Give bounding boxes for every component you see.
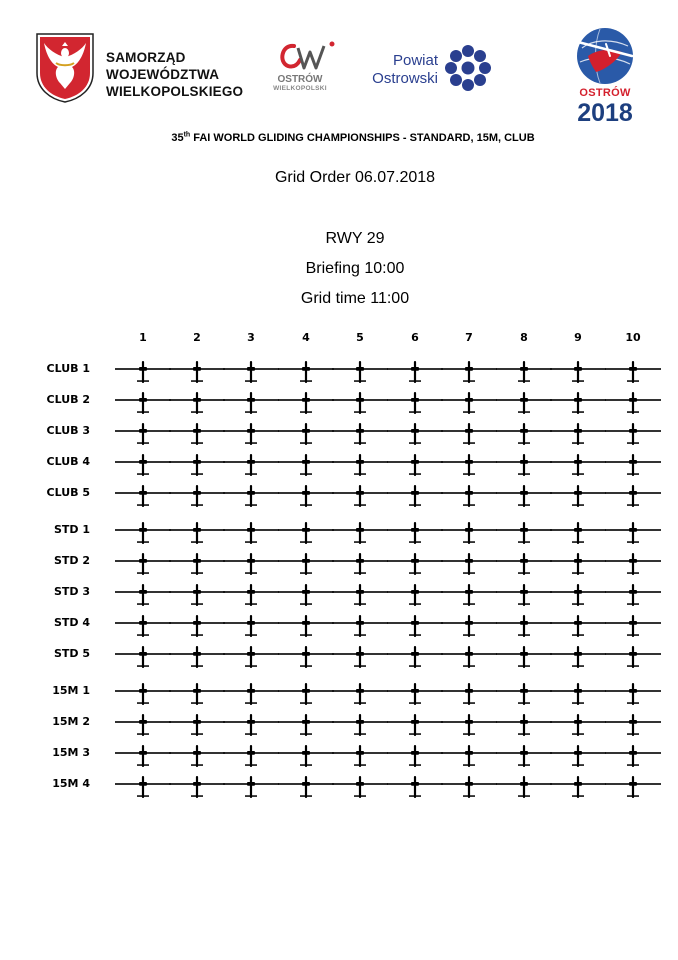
glider-icon [223, 584, 279, 608]
glider-icon [496, 423, 552, 447]
glider-icon [605, 615, 661, 639]
glider-icon [278, 361, 334, 385]
glider-icon [332, 553, 388, 577]
ostrow-subname: WIELKOPOLSKI [273, 85, 327, 92]
glider-icon [387, 392, 443, 416]
glider-icon [605, 776, 661, 800]
glider-icon [115, 392, 171, 416]
glider-icon [169, 423, 225, 447]
glider-icon [387, 423, 443, 447]
glider-icon [115, 361, 171, 385]
glider-icon [332, 776, 388, 800]
glider-icon [332, 683, 388, 707]
glider-icon [441, 553, 497, 577]
grid-order-date: Grid Order 06.07.2018 [274, 169, 436, 186]
glider-icon [605, 454, 661, 478]
glider-icon [387, 683, 443, 707]
glider-icon [115, 714, 171, 738]
glider-icon [278, 522, 334, 546]
glider-icon [115, 683, 171, 707]
glider-icon [387, 584, 443, 608]
glider-icon [169, 553, 225, 577]
column-number: 8 [520, 331, 528, 344]
glider-icon [332, 361, 388, 385]
column-number: 10 [625, 331, 641, 344]
glider-icon [332, 714, 388, 738]
glider-icon [115, 776, 171, 800]
glider-icon [223, 423, 279, 447]
title-ordinal: 35 [171, 132, 184, 144]
glider-icon [169, 392, 225, 416]
samorzad-line1: SAMORZĄD WOJEWÓDZTWA [106, 50, 220, 82]
row-label: STD 2 [53, 554, 90, 567]
glider-icon [496, 714, 552, 738]
row-label: 15M 3 [52, 746, 90, 759]
glider-icon [441, 646, 497, 670]
glider-icon [605, 553, 661, 577]
glider-icon [605, 646, 661, 670]
glider-icon [550, 646, 606, 670]
glider-icon [496, 615, 552, 639]
glider-icon [169, 646, 225, 670]
glider-icon [278, 423, 334, 447]
column-number: 5 [356, 331, 364, 344]
glider-icon [605, 392, 661, 416]
glider-icon [332, 745, 388, 769]
glider-icon [223, 553, 279, 577]
glider-icon [441, 714, 497, 738]
column-number: 6 [411, 331, 419, 344]
glider-icon [605, 522, 661, 546]
glider-icon [332, 522, 388, 546]
row-label: CLUB 5 [46, 486, 90, 499]
glider-icon [496, 392, 552, 416]
glider-icon [605, 745, 661, 769]
glider-icon [278, 714, 334, 738]
glider-icon [223, 522, 279, 546]
glider-icon [169, 615, 225, 639]
glider-icon [496, 646, 552, 670]
glider-icon [441, 522, 497, 546]
glider-icon [223, 485, 279, 509]
runway: RWY 29 [325, 230, 385, 247]
powiat-line1: Powiat [392, 52, 438, 69]
glider-icon [387, 646, 443, 670]
glider-icon [332, 615, 388, 639]
glider-icon [387, 522, 443, 546]
glider-icon [169, 584, 225, 608]
glider-icon [496, 683, 552, 707]
glider-icon [169, 454, 225, 478]
glider-icon [115, 485, 171, 509]
row-label: CLUB 1 [46, 362, 90, 375]
glider-icon [605, 423, 661, 447]
row-label: STD 4 [53, 616, 90, 629]
glider-icon [387, 615, 443, 639]
glider-icon [605, 361, 661, 385]
glider-icon [169, 485, 225, 509]
event-logo-year: 2018 [577, 99, 633, 127]
column-number: 2 [193, 331, 201, 344]
glider-icon [496, 776, 552, 800]
glider-icon [223, 776, 279, 800]
column-number: 3 [247, 331, 255, 344]
row-label: 15M 1 [52, 684, 90, 697]
glider-icon [550, 745, 606, 769]
row-label: 15M 4 [52, 777, 90, 790]
glider-icon [496, 553, 552, 577]
glider-icon [387, 485, 443, 509]
glider-icon [278, 745, 334, 769]
row-label: CLUB 2 [46, 393, 90, 406]
glider-icon [441, 584, 497, 608]
glider-icon [169, 361, 225, 385]
powiat-line2: Ostrowski [372, 70, 438, 87]
glider-icon [496, 361, 552, 385]
glider-icon [223, 646, 279, 670]
glider-icon [496, 745, 552, 769]
glider-icon [441, 615, 497, 639]
glider-icon [223, 714, 279, 738]
title-ordinal-suffix: th [183, 131, 191, 139]
glider-icon [223, 392, 279, 416]
samorzad-line2: WIELKOPOLSKIEGO [106, 84, 244, 99]
glider-icon [115, 454, 171, 478]
glider-icon [223, 745, 279, 769]
glider-icon [441, 423, 497, 447]
glider-icon [605, 714, 661, 738]
glider-icon [115, 615, 171, 639]
glider-icon [169, 522, 225, 546]
row-label: STD 3 [53, 585, 90, 598]
glider-icon [278, 584, 334, 608]
glider-icon [550, 584, 606, 608]
glider-icon [550, 423, 606, 447]
glider-icon [550, 553, 606, 577]
glider-icon [332, 646, 388, 670]
glider-icon [278, 776, 334, 800]
glider-icon [441, 454, 497, 478]
glider-icon [169, 683, 225, 707]
glider-icon [550, 392, 606, 416]
title-text: FAI WORLD GLIDING CHAMPIONSHIPS - STANDARD, 15M, CLUB [190, 132, 535, 144]
glider-icon [496, 522, 552, 546]
column-number: 4 [302, 331, 310, 344]
glider-icon [169, 776, 225, 800]
glider-icon [387, 776, 443, 800]
glider-icon [278, 683, 334, 707]
ostrow-name: OSTRÓW [277, 74, 323, 85]
glider-icon [223, 454, 279, 478]
glider-icon [550, 522, 606, 546]
glider-icon [115, 522, 171, 546]
column-number: 1 [139, 331, 147, 344]
glider-icon [605, 683, 661, 707]
glider-icon [115, 423, 171, 447]
glider-icon [605, 485, 661, 509]
glider-icon [550, 615, 606, 639]
column-number: 9 [574, 331, 582, 344]
glider-icon [332, 584, 388, 608]
glider-icon [278, 615, 334, 639]
row-label: STD 1 [53, 523, 90, 536]
glider-icon [223, 683, 279, 707]
glider-icon [441, 392, 497, 416]
glider-icon [387, 745, 443, 769]
glider-icon [605, 584, 661, 608]
glider-icon [115, 646, 171, 670]
glider-icon [387, 361, 443, 385]
glider-icon [441, 361, 497, 385]
glider-icon [223, 361, 279, 385]
row-label: CLUB 4 [46, 455, 90, 468]
glider-icon [169, 745, 225, 769]
glider-icon [550, 361, 606, 385]
glider-icon [550, 683, 606, 707]
glider-icon [332, 423, 388, 447]
row-label: CLUB 3 [46, 424, 90, 437]
glider-icon [332, 454, 388, 478]
glider-icon [387, 553, 443, 577]
glider-icon [332, 485, 388, 509]
glider-icon [332, 392, 388, 416]
glider-icon [115, 584, 171, 608]
glider-icon [496, 485, 552, 509]
glider-icon [115, 553, 171, 577]
glider-icon [550, 776, 606, 800]
glider-icon [278, 646, 334, 670]
glider-icon [550, 714, 606, 738]
column-number: 7 [465, 331, 473, 344]
glider-icon [441, 745, 497, 769]
glider-icon [278, 454, 334, 478]
glider-icon [550, 485, 606, 509]
glider-icon [550, 454, 606, 478]
glider-icon [278, 553, 334, 577]
row-label: 15M 2 [52, 715, 90, 728]
glider-icon [441, 683, 497, 707]
glider-icon [496, 454, 552, 478]
glider-icon [387, 454, 443, 478]
glider-icon [169, 714, 225, 738]
glider-icon [441, 776, 497, 800]
glider-icon [278, 392, 334, 416]
briefing-time: Briefing 10:00 [305, 260, 405, 277]
row-label: STD 5 [53, 647, 90, 660]
glider-icon [278, 485, 334, 509]
glider-icon [387, 714, 443, 738]
glider-icon [115, 745, 171, 769]
glider-icon [496, 584, 552, 608]
grid-time: Grid time 11:00 [300, 290, 410, 307]
event-logo-name: OSTRÓW [579, 87, 631, 99]
glider-icon [441, 485, 497, 509]
glider-icon [223, 615, 279, 639]
